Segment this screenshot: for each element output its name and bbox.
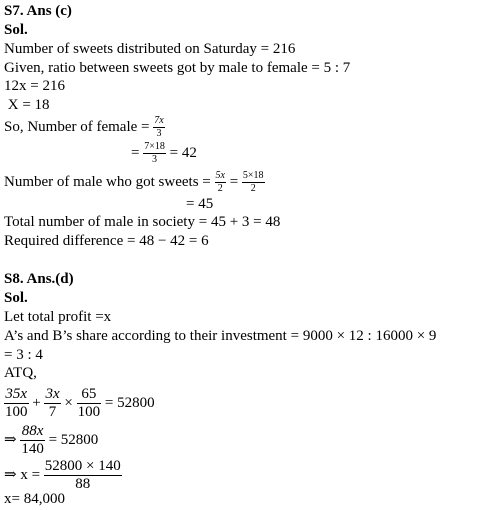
fraction-numerator: 5x — [215, 170, 225, 182]
s8-fraction-35x-100 — [4, 386, 29, 421]
s8-equation-1 — [4, 381, 155, 425]
fraction-numerator: 35x — [5, 386, 28, 403]
fraction-denominator: 2 — [217, 183, 223, 195]
equals-value: = 52800 — [101, 395, 155, 411]
fraction-denominator: 3 — [152, 154, 158, 166]
s8-line-3: = 3 : 4 — [4, 347, 43, 363]
s7-line-3: 12x = 216 — [4, 78, 65, 94]
result-value: = 42 — [165, 145, 197, 161]
implies-arrow: ⇒ — [4, 432, 21, 448]
s7-fraction-5x-2 — [215, 170, 226, 195]
s7-female-calc — [131, 138, 197, 168]
fraction-numerator: 5×18 — [242, 170, 264, 182]
fraction-denominator: 3 — [156, 128, 162, 140]
fraction-denominator: 7 — [48, 404, 57, 421]
s7-line-9: Total number of male in society = 45 + 3 = 48 — [4, 214, 281, 230]
equals-value: = 52800 — [44, 432, 99, 448]
s7-line-1: Number of sweets distributed on Saturday = 216 — [4, 41, 296, 57]
s8-line-1: Let total profit =x — [4, 309, 112, 325]
s7-line-10: Required difference = 48 − 42 = 6 — [4, 233, 209, 249]
times-sign: × — [60, 395, 77, 411]
s8-heading: S8. Ans.(d) — [4, 271, 74, 287]
s8-equation-3 — [4, 456, 122, 494]
s8-sol-label: Sol. — [4, 290, 28, 306]
s7-male-result: = 45 — [186, 196, 214, 212]
s7-fraction-7x-3 — [153, 115, 164, 140]
s7-female-label: So, Number of female = — [4, 119, 154, 135]
s8-line-2: A’s and B’s share according to their investment = 9000 × 12 : 16000 × 9 — [4, 328, 437, 344]
fraction-denominator: 100 — [5, 404, 28, 421]
fraction-denominator: 100 — [77, 404, 101, 421]
s7-heading: S7. Ans (c) — [4, 3, 72, 19]
s7-fraction-5x18-2 — [242, 170, 265, 195]
s8-fraction-52800x140-88 — [44, 458, 122, 493]
s8-final-answer: x= 84,000 — [4, 491, 65, 507]
fraction-numerator: 7x — [154, 115, 164, 127]
fraction-denominator: 2 — [250, 183, 256, 195]
s7-line-4: X = 18 — [4, 97, 50, 113]
s7-fraction-7x18-3 — [143, 141, 166, 166]
s8-equation-2 — [4, 420, 98, 460]
fraction-numerator: 52800 × 140 — [44, 458, 121, 475]
s8-fraction-3x-7 — [44, 386, 60, 421]
s7-male-label: Number of male who got sweets = — [4, 174, 215, 190]
fraction-denominator: 88 — [75, 476, 91, 493]
s7-male-line — [4, 167, 265, 197]
s8-line-4: ATQ, — [4, 365, 37, 381]
fraction-numerator: 3x — [45, 386, 60, 403]
s8-fraction-88x-140 — [20, 423, 45, 458]
fraction-numerator: 88x — [21, 423, 44, 440]
s8-fraction-65-100 — [77, 386, 102, 421]
s7-sol-label: Sol. — [4, 22, 28, 38]
equals-sign: = — [225, 174, 242, 190]
s7-line-2: Given, ratio between sweets got by male to female = 5 : 7 — [4, 60, 351, 76]
fraction-numerator: 7×18 — [144, 141, 165, 153]
fraction-denominator: 140 — [21, 441, 44, 458]
equals-sign: = — [131, 145, 144, 161]
plus-sign: + — [28, 395, 45, 411]
implies-x-equals: ⇒ x = — [4, 467, 44, 483]
fraction-numerator: 65 — [77, 386, 102, 404]
